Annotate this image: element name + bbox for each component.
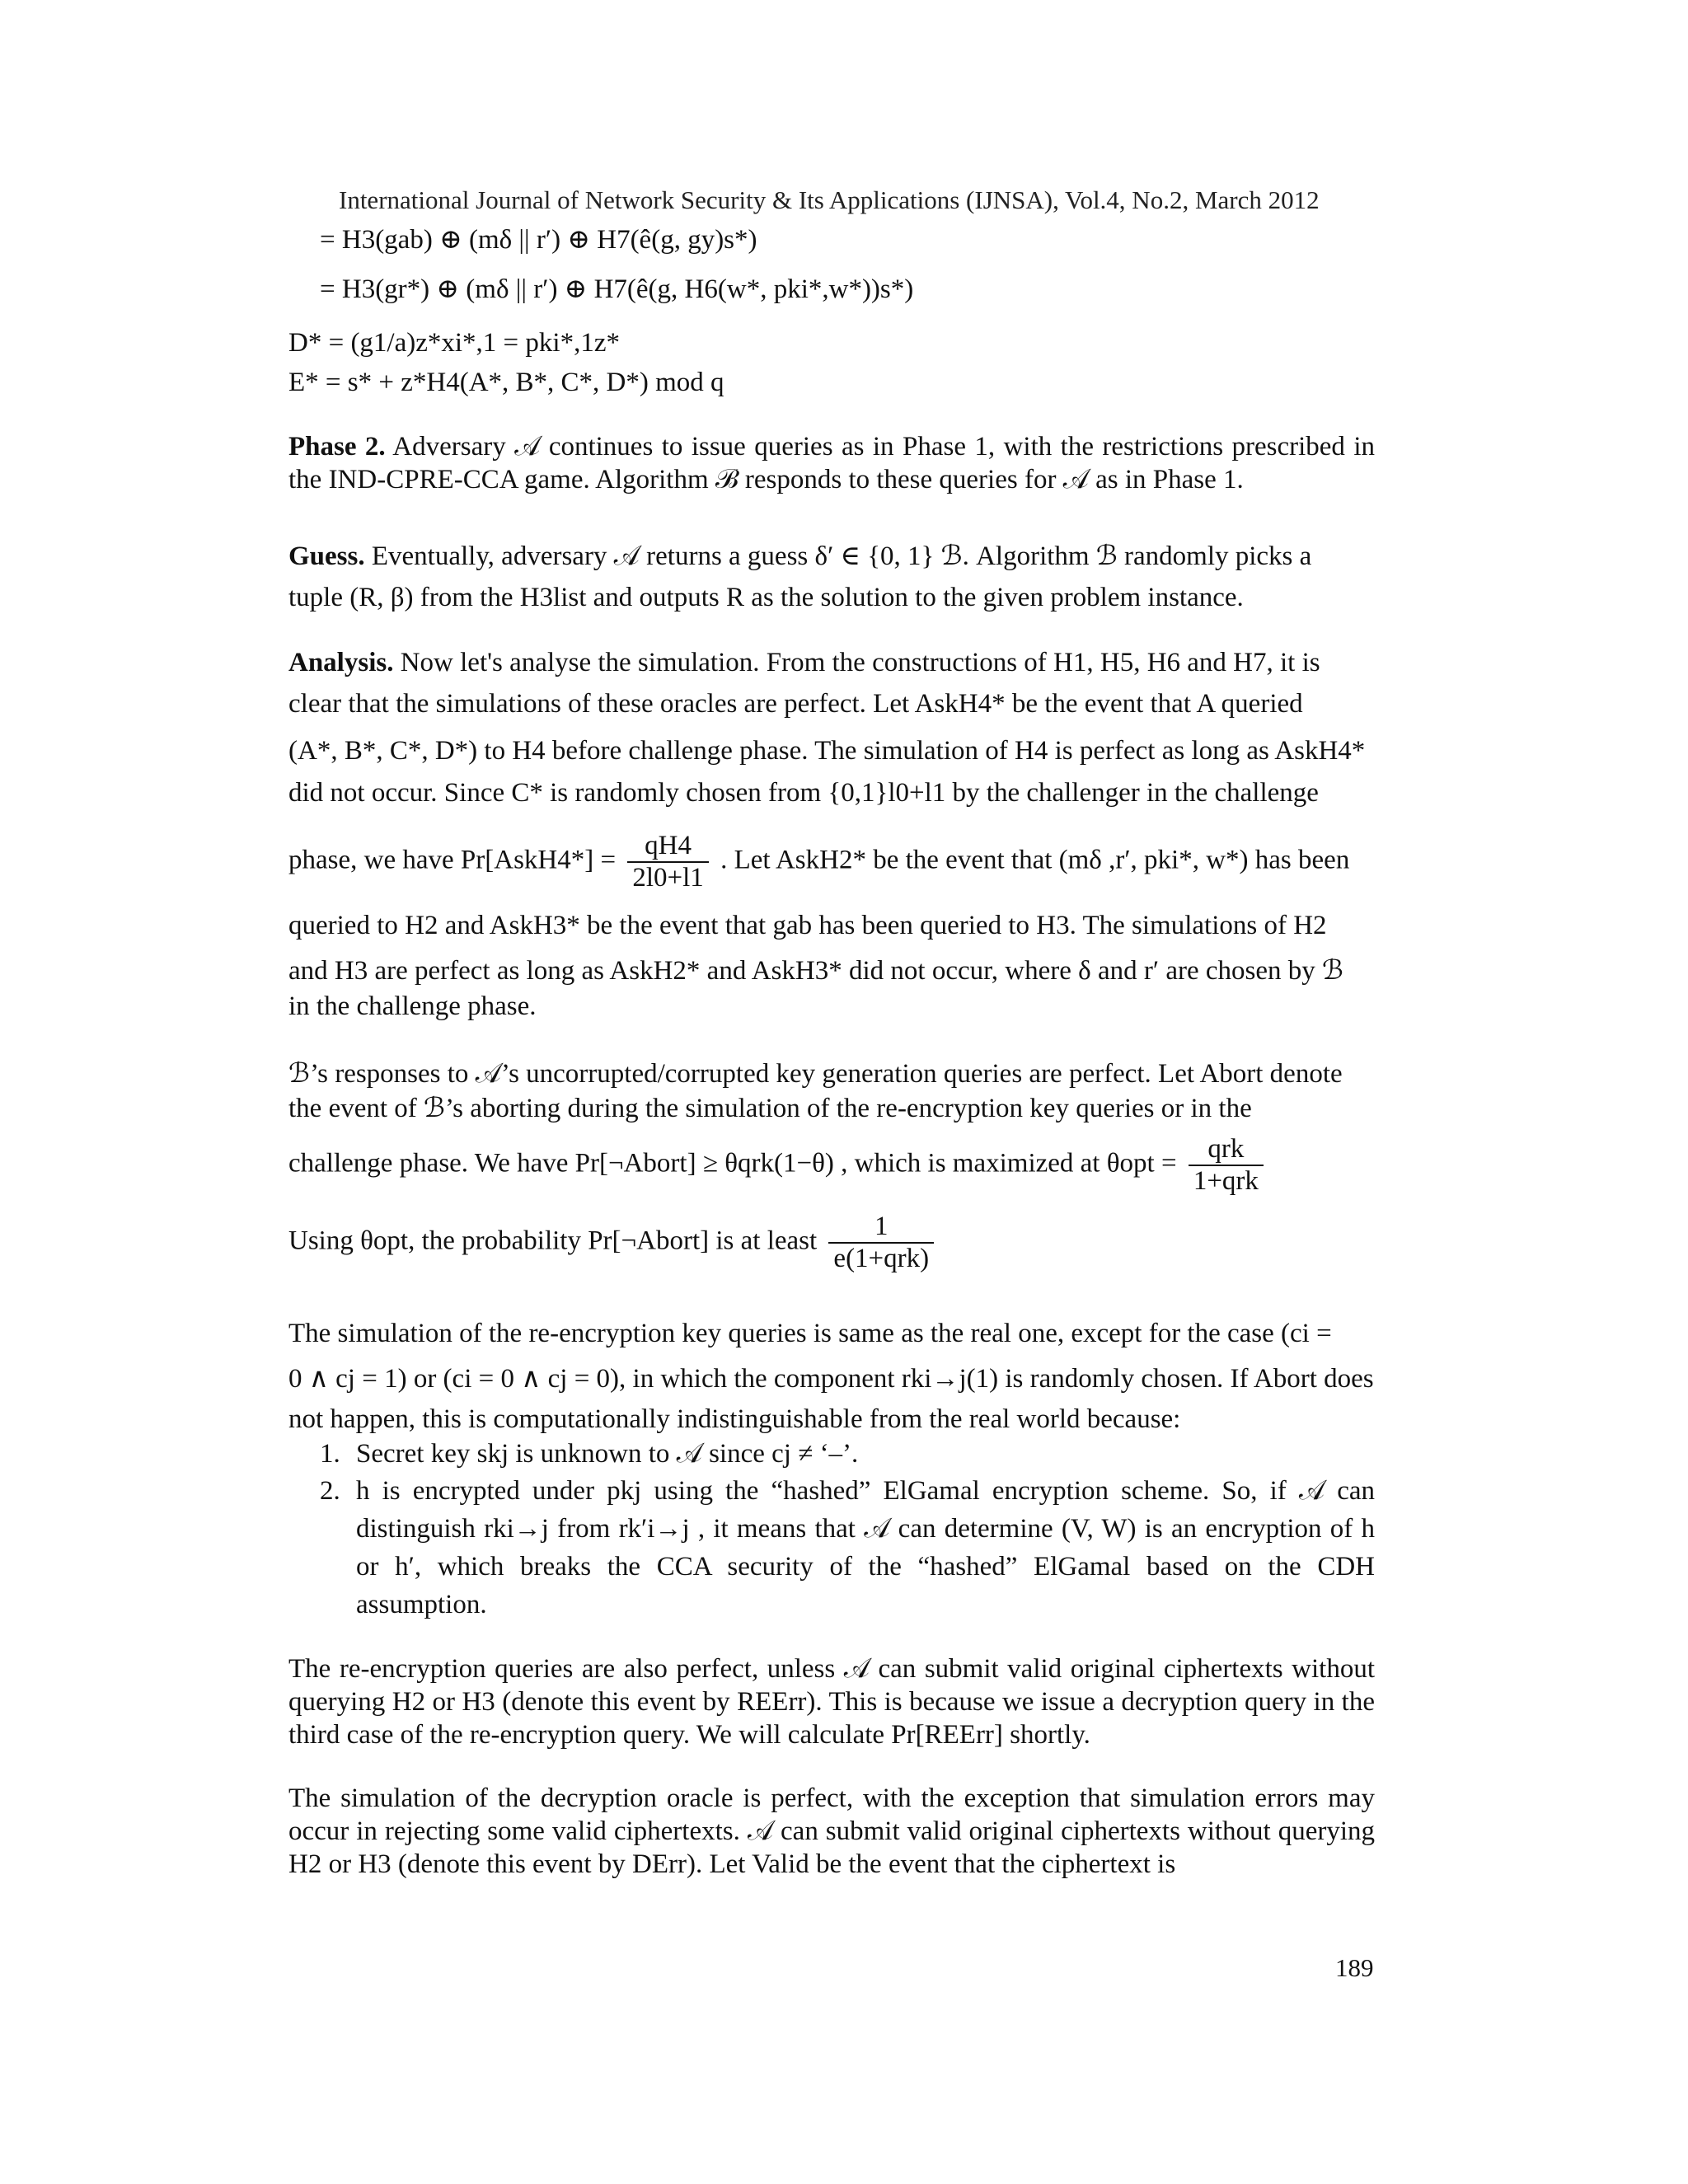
reenc-line-3: not happen, this is computationally indistinguishable from the real world because:: [288, 1404, 1181, 1434]
phase2-label: Phase 2.: [288, 432, 386, 462]
fraction-ask-h4: $\frac{qH4}{2l0+l1}$: [627, 831, 708, 893]
analysis-line-8: in the challenge phase.: [288, 991, 537, 1021]
analysis-label: Analysis.: [288, 648, 394, 677]
analysis-line-3: (A*, B*, C*, D*) to H4 before challenge phase. The simulation of H4 is perfect as long as AskH4*: [288, 736, 1366, 766]
responses-line-1: ℬ’s responses to 𝒜’s uncorrupted/corrupted key generation queries are perfect. Let Abort denote: [288, 1059, 1343, 1089]
phase2-text: Adversary 𝒜 continues to issue queries as in Phase 1, with the restrictions prescribed in the IND-CPRE-CCA game. Algorithm ℬ responds to these queries for 𝒜 as in Phase 1.: [288, 432, 1375, 494]
analysis-line-5: phase, we have Pr[AskH4*] = $\frac{qH4}{2l0+l1}$ . Let AskH2* be the event that (mδ ,r′, pki*, w*) has been: [288, 831, 1350, 893]
responses-line-2: the event of ℬ’s aborting during the simulation of the re-encryption key queries or in the: [288, 1094, 1252, 1123]
analysis-line-1: Analysis. Now let's analyse the simulation. From the constructions of H1, H5, H6 and H7, it is: [288, 648, 1320, 677]
decryption-paragraph: The simulation of the decryption oracle is perfect, with the exception that simulation errors may occur in rejecting some valid ciphertexts. 𝒜 can submit valid original ciphertexts without querying H2 or H3 (denote this event by DErr). Let Valid be the event that the ciphertext is: [288, 1783, 1375, 1879]
equation-2: = H3(gr*) ⊕ (mδ || r′) ⊕ H7(ê(g, H6(w*, pki*,w*))s*): [320, 274, 914, 304]
responses-line-4: Using θopt, the probability Pr[¬Abort] is at least $\frac{1}{\text{e(1+qrk)}}$: [288, 1212, 939, 1274]
reenc-line-1: The simulation of the re-encryption key queries is same as the real one, except for the case (ci =: [288, 1319, 1332, 1348]
guess-line-2: tuple (R, β) from the H3list and outputs R as the solution to the given problem instance.: [288, 583, 1244, 612]
analysis-line-7: and H3 are perfect as long as AskH2* and AskH3* did not occur, where δ and r′ are chosen by ℬ: [288, 956, 1343, 986]
reenc-line-2: 0 ∧ cj = 1) or (ci = 0 ∧ cj = 0), in which the component rki→j(1) is randomly chosen. If Abort does: [288, 1364, 1374, 1394]
analysis-line-2: clear that the simulations of these oracles are perfect. Let AskH4* be the event that A queried: [288, 689, 1303, 719]
fraction-abort-bound: $\frac{1}{\text{e(1+qrk)}}$: [828, 1212, 934, 1274]
guess-line-1: Eventually, adversary 𝒜 returns a guess δ′ ∈ {0, 1} ℬ. Algorithm ℬ randomly picks a: [371, 541, 1312, 571]
equation-1: = H3(gab) ⊕ (mδ || r′) ⊕ H7(ê(g, gy)s*): [320, 225, 757, 255]
equation-4: E* = s* + z*H4(A*, B*, C*, D*) mod q: [288, 368, 724, 397]
guess-paragraph: [288, 536, 1375, 618]
equation-3: D* = (g1/a)z*xi*,1 = pki*,1z*: [288, 328, 620, 358]
page-number: 189: [1335, 1953, 1374, 1982]
responses-line-3: challenge phase. We have Pr[¬Abort] ≥ θqrk(1−θ) , which is maximized at θopt = $\frac{\text{qrk}}{\text{1+qrk}}$: [288, 1134, 1268, 1197]
running-header: International Journal of Network Security & Its Applications (IJNSA), Vol.4, No.2, March 2012: [339, 185, 1320, 214]
journal-page: International Journal of Network Security & Its Applications (IJNSA), Vol.4, No.2, March 2012 = H3(gab) ⊕ (mδ || r′) ⊕ H7(ê(g, gy)s*) = H3(gr*) ⊕ (mδ || r′) ⊕ H7(ê(g, H6(w*, pki*,w*))s*) D* = (g1/a)z*xi*,1 = pki*,1z* E* = s* + z*H4(A*, B*, C*, D*) mod q Phase 2. Adversary 𝒜 continues to issue queries as in Phase 1, with the restrictions prescribed in the IND-CPRE-CCA game. Algorithm ℬ responds to these queries for 𝒜 as in Phase 1. Guess. Eventually, adversary 𝒜 returns a guess δ′ ∈ {0, 1} ℬ. Algorithm ℬ randomly picks a tuple (R, β) from the H3list and outputs R as the solution to the given problem instance. Analysis. Now let's analyse the simulation. From the constructions of H1, H5, H6 and H7, it is clear that the simulations of these oracles are perfect. Let AskH4* be the event that A queried (A*, B*, C*, D*) to H4 before challenge phase. The simulation of H4 is perfect as long as AskH4* did not occur. Since C* is randomly chosen from {0,1}l0+l1 by the challenger in the challenge phase, we have Pr[AskH4*] = $\frac{qH4}{2l0+l1}$ . Let AskH2* be the event that (mδ ,r′, pki*, w*) has been queried to H2 and AskH3* be the event that gab has been queried to H3. The simulations of H2 and H3 are perfect as long as AskH2* and AskH3* did not occur, where δ and r′ are chosen by ℬ in the challenge phase. ℬ’s responses to 𝒜’s uncorrupted/corrupted key generation queries are perfect. Let Abort denote the event of ℬ’s aborting during the simulation of the re-encryption key queries or in the challenge phase. We have Pr[¬Abort] ≥ θqrk(1−θ) , which is maximized at θopt = $\frac{\text{qrk}}{\text{1+qrk}}$ Using θopt, the probability Pr[¬Abort] is at least $\frac{1}{\text{e(1+qrk)}}$ The simulation of the re-encryption key queries is same as the real one, except for the case (ci = 0 ∧ cj = 1) or (ci = 0 ∧ cj = 0), in which the component rki→j(1) is randomly chosen. If Abort does not happen, this is computationally indistinguishable from the real world because: 1. Secret key skj is unknown to 𝒜 since cj ≠ ‘–’. 2. h is encrypted under pkj using the “hashed” ElGamal encryption scheme. So, if 𝒜 can distinguish rki→j from rk′i→j , it means that 𝒜 can determine (V, W) is an encryption of h or h′, which breaks the CCA security of the “hashed” ElGamal based on the CDH assumption. The re-encryption queries are also perfect, unless 𝒜 can submit valid original ciphertexts without querying H2 or H3 (denote this event by REErr). This is because we issue a decryption query in the third case of the re-encryption query. We will calculate Pr[REErr] shortly. The simulation of the decryption oracle is perfect, with the exception that simulation errors may occur in rejecting some valid ciphertexts. 𝒜 can submit valid original ciphertexts without querying H2 or H3 (denote this event by DErr). Let Valid be the event that the ciphertext is 189: [288, 185, 1375, 1982]
analysis-line-4: did not occur. Since C* is randomly chosen from {0,1}l0+l1 by the challenger in the challenge: [288, 778, 1319, 808]
guess-label: Guess.: [288, 541, 365, 571]
phase2-paragraph: [288, 430, 1375, 496]
reenc-queries-paragraph: The re-encryption queries are also perfect, unless 𝒜 can submit valid original ciphertexts without querying H2 or H3 (denote this event by REErr). This is because we issue a decryption query in the third case of the re-encryption query. We will calculate Pr[REErr] shortly.: [288, 1654, 1375, 1750]
list-item-1: 1. Secret key skj is unknown to 𝒜 since cj ≠ ‘–’.: [320, 1439, 859, 1469]
fraction-theta-opt: $\frac{\text{qrk}}{\text{1+qrk}}$: [1189, 1134, 1264, 1197]
analysis-line-6: queried to H2 and AskH3* be the event that gab has been queried to H3. The simulations of H2: [288, 911, 1327, 940]
